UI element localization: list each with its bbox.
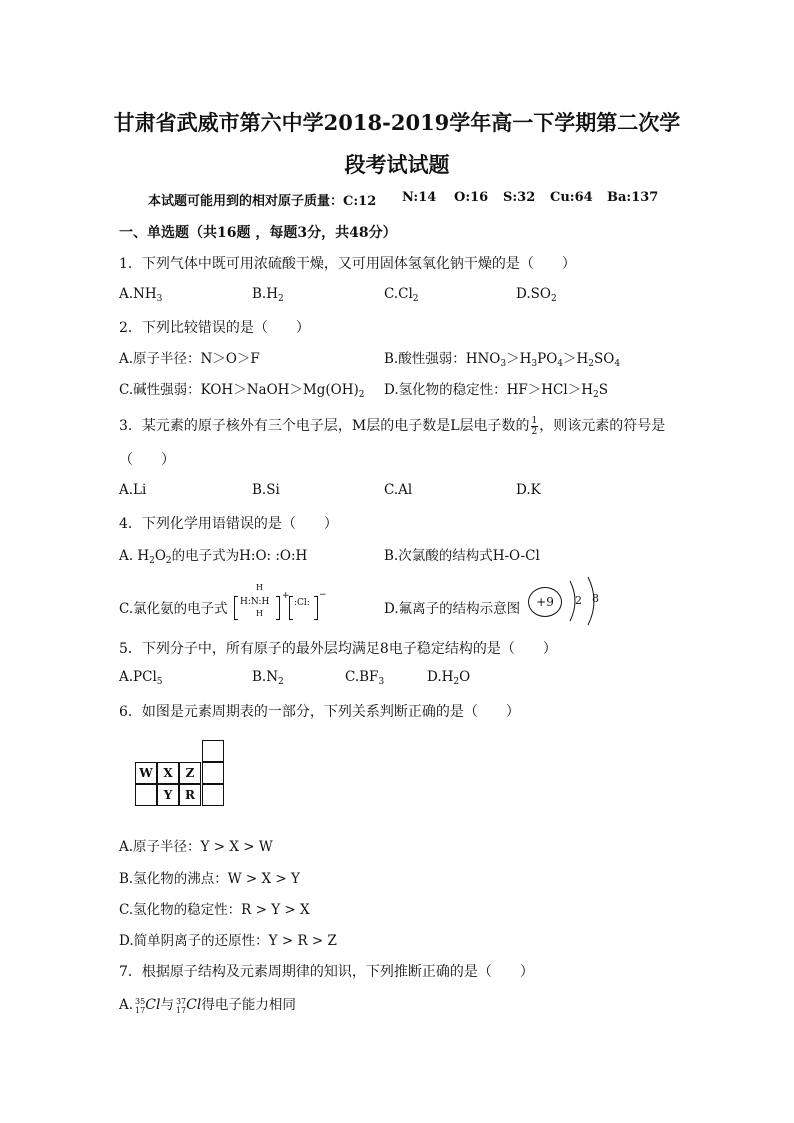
page-title-line2: 段考试试题 (344, 152, 450, 177)
nucleus-circle: +9 (528, 587, 562, 617)
question-2-stem: 2．下列比较错误的是（ ） (119, 320, 310, 336)
table-cell-y: Y (157, 784, 179, 806)
shell-count-1: 2 (575, 594, 582, 607)
bracket-left-2 (289, 596, 293, 620)
q5-option-d: $D.H_2O$ (427, 669, 471, 687)
formula-minus: − (319, 590, 327, 600)
table-cell-empty-1 (202, 762, 224, 784)
q4-option-a: A. $H_2O_2$的电子式为H:O: :O:H (119, 548, 308, 566)
question-5-stem: 5．下列分子中，所有原子的最外层均满足8电子稳定结构的是（ ） (119, 641, 557, 657)
table-cell-r: R (179, 784, 201, 806)
q3-option-a: A.Li (119, 482, 147, 498)
q5-option-a: A.PCl$_5$ (119, 669, 163, 687)
q5-option-b: $B.N_2$ (252, 669, 284, 687)
mass-label: 本试题可能用到的相对原子质量：C:12 (148, 194, 377, 209)
q2-option-a: A.原子半径：N＞O＞F (119, 351, 260, 367)
question-6-stem: 6．如图是元素周期表的一部分，下列关系判断正确的是（ ） (119, 704, 520, 720)
shell-count-2: 8 (592, 592, 599, 605)
table-cell-w: W (135, 762, 157, 784)
q7-option-a: A. 35 17 Cl与 37 17 Cl得电子能力相同 (119, 996, 296, 1015)
section-heading: 一、单选题（共16题 ，每题3分，共48分） (119, 225, 397, 241)
q5-option-c: $C.BF_3$ (345, 669, 385, 687)
q3-option-c: C.Al (384, 482, 413, 498)
table-cell-x: X (157, 762, 179, 784)
q3-option-d: D.K (516, 482, 541, 498)
q2-option-b: B.酸性强弱：$HNO_3>H_3PO_4>H_2SO_4$ (384, 351, 621, 369)
q2-option-d: D.氢化物的稳定性：$HF>HCl>H_2S$ (384, 382, 608, 400)
q6-option-c: C.氢化物的稳定性：R > Y > X (119, 902, 310, 918)
q4-option-b: B.次氯酸的结构式H-O-Cl (384, 548, 540, 564)
q6-option-d: D.简单阴离子的还原性：Y > R > Z (119, 933, 337, 949)
isotope-35-notation: 35 17 (135, 996, 146, 1015)
q3-option-b: B.Si (252, 482, 280, 498)
q4-option-d: D.氟离子的结构示意图 (384, 601, 521, 617)
q1-option-d: $D.SO_2$ (516, 286, 557, 304)
q4-option-c: C.氯化氨的电子式 (119, 601, 228, 617)
formula-h-n-h: H:N:H (240, 597, 270, 607)
table-cell-top (202, 740, 224, 762)
q1-option-c: $C.Cl_2$ (384, 286, 419, 304)
q1-option-a: $A.NH_3$ (119, 286, 163, 304)
bracket-right-1 (276, 596, 280, 620)
mass-s: S:32 (503, 190, 536, 205)
formula-plus: + (282, 591, 290, 601)
q3-answer-paren: （ ） (119, 452, 175, 468)
electron-shells (564, 575, 614, 627)
fluoride-ion-diagram (526, 583, 616, 623)
q2-option-c: C.碱性强弱：$KOH>NaOH>Mg(OH)_2$ (119, 382, 365, 400)
mass-o: O:16 (454, 190, 489, 205)
q1-option-b: $B.H_2$ (252, 286, 284, 304)
question-3-stem: 3．某元素的原子核外有三个电子层，M层的电子数是L层电子数的 $\frac{1}{2}$ ，则该元素的符号是 (119, 415, 666, 437)
table-cell-z: Z (179, 762, 201, 784)
question-4-stem: 4．下列化学用语错误的是（ ） (119, 516, 338, 532)
fraction-one-half: $\frac{1}{2}$ (531, 415, 538, 437)
question-7-stem: 7．根据原子结构及元素周期律的知识，下列推断正确的是（ ） (119, 964, 534, 980)
bracket-right-2 (314, 596, 318, 620)
q6-option-b: B.氢化物的沸点：W > X > Y (119, 871, 300, 887)
question-1-stem: 1．下列气体中既可用浓硫酸干燥，又可用固体氢氧化钠干燥的是（ ） (119, 256, 576, 272)
mass-ba: Ba:137 (607, 190, 659, 205)
periodic-table-fragment (135, 740, 225, 807)
ammonium-chloride-formula (234, 583, 326, 623)
mass-n: N:14 (402, 190, 437, 205)
formula-h-top: H (256, 583, 263, 592)
q6-option-a: A.原子半径：Y > X > W (119, 839, 273, 855)
formula-h-bottom: H (256, 609, 263, 618)
table-cell-empty-3 (202, 784, 224, 806)
page-title: 甘肃省武威市第六中学2018-2019学年高一下学期第二次学 (113, 110, 681, 135)
bracket-left-1 (234, 596, 238, 620)
mass-cu: Cu:64 (550, 190, 593, 205)
formula-cl: :Cl: (294, 598, 310, 608)
table-cell-empty-2 (135, 784, 157, 806)
isotope-37-notation: 37 17 (175, 996, 187, 1015)
